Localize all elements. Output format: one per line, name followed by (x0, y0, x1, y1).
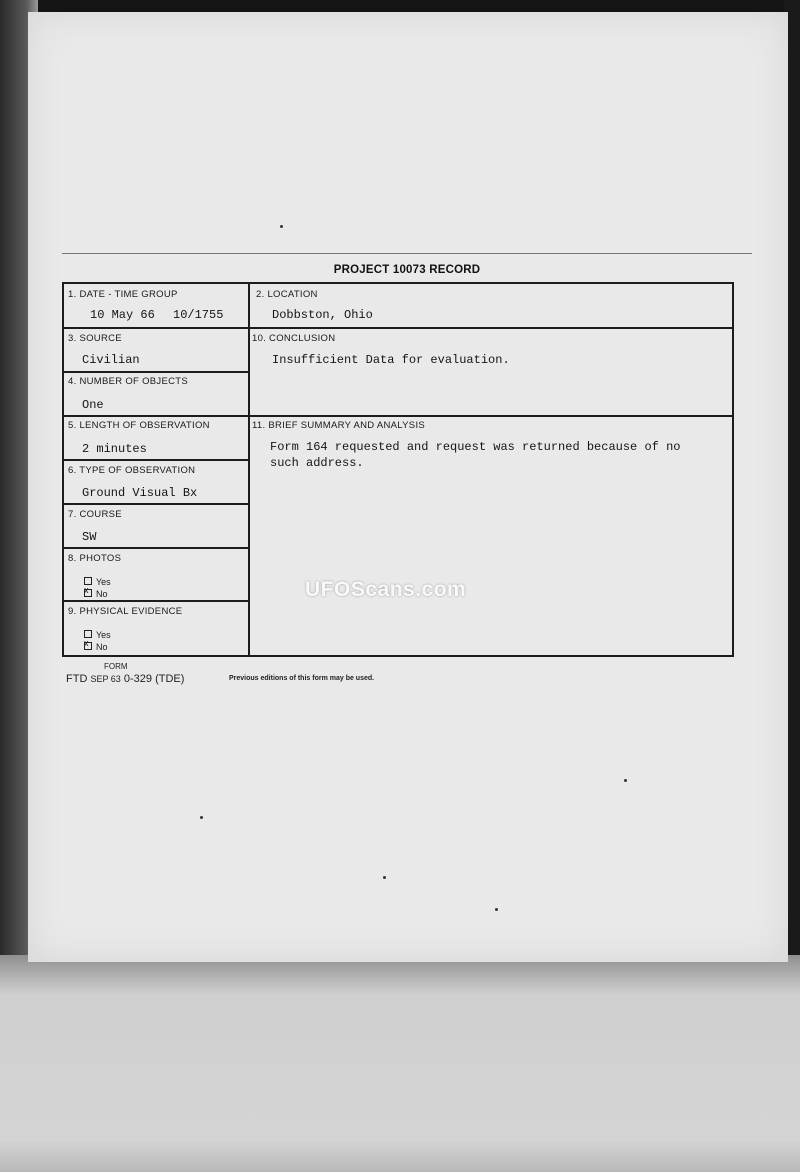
scan-speck (624, 779, 627, 782)
column-divider (248, 284, 250, 655)
watermark: UFOScans.com (305, 578, 467, 601)
number-of-objects-value: One (82, 398, 104, 412)
conclusion-label: 10. CONCLUSION (252, 333, 336, 344)
source-value: Civilian (82, 353, 140, 367)
location-value: Dobbston, Ohio (272, 308, 373, 322)
row-divider (64, 459, 248, 461)
date-value: 10 May 66 (90, 308, 155, 322)
type-of-observation-value: Ground Visual Bx (82, 486, 198, 500)
physical-evidence-label: 9. PHYSICAL EVIDENCE (68, 606, 183, 617)
photos-label: 8. PHOTOS (68, 553, 122, 564)
checked-checkbox-icon (84, 642, 92, 650)
footer-office: (TDE) (155, 673, 185, 685)
photos-yes-label: Yes (96, 577, 111, 587)
row-divider (64, 547, 248, 549)
checked-checkbox-icon (84, 589, 92, 597)
scan-speck (383, 876, 386, 879)
type-of-observation-label: 6. TYPE OF OBSERVATION (68, 465, 196, 476)
physical-evidence-no-label: No (96, 642, 108, 652)
date-time-group-label: 1. DATE - TIME GROUP (68, 289, 178, 300)
physical-evidence-yes-label: Yes (96, 630, 111, 640)
source-label: 3. SOURCE (68, 333, 122, 344)
row-divider (64, 371, 248, 373)
summary-line-2: such address. (270, 456, 364, 470)
row-divider (248, 327, 732, 329)
course-label: 7. COURSE (68, 509, 122, 520)
footer-form-number: 0-329 (123, 673, 153, 685)
form-top-rule (62, 253, 752, 254)
footer-edition: SEP 63 (90, 674, 121, 684)
row-divider (64, 327, 248, 329)
number-of-objects-label: 4. NUMBER OF OBJECTS (68, 376, 189, 387)
conclusion-value: Insufficient Data for evaluation. (272, 353, 510, 367)
scan-bottom-background (0, 955, 800, 1172)
physical-evidence-no-option[interactable] (84, 642, 108, 652)
footer-form-id (66, 673, 184, 685)
length-of-observation-value: 2 minutes (82, 442, 147, 456)
row-divider (64, 600, 248, 602)
scan-speck (280, 225, 283, 228)
location-label: 2. LOCATION (256, 289, 318, 300)
row-divider (64, 503, 248, 505)
scan-speck (200, 816, 203, 819)
footer-ftd: FTD (66, 673, 88, 685)
row-divider (64, 415, 248, 417)
summary-line-1: Form 164 requested and request was returned because of no (270, 440, 681, 454)
summary-label: 11. BRIEF SUMMARY AND ANALYSIS (252, 420, 426, 431)
row-divider (248, 415, 732, 417)
checkbox-icon (84, 577, 92, 585)
checkbox-icon (84, 630, 92, 638)
photos-no-option[interactable] (84, 589, 108, 599)
course-value: SW (82, 530, 97, 544)
form-title: PROJECT 10073 RECORD (333, 264, 481, 276)
length-of-observation-label: 5. LENGTH OF OBSERVATION (68, 420, 210, 431)
photos-no-label: No (96, 589, 108, 599)
scan-speck (495, 908, 498, 911)
footer-note: Previous editions of this form may be used. (229, 675, 375, 682)
footer-form-word: FORM (104, 662, 128, 671)
time-value: 10/1755 (173, 308, 224, 322)
